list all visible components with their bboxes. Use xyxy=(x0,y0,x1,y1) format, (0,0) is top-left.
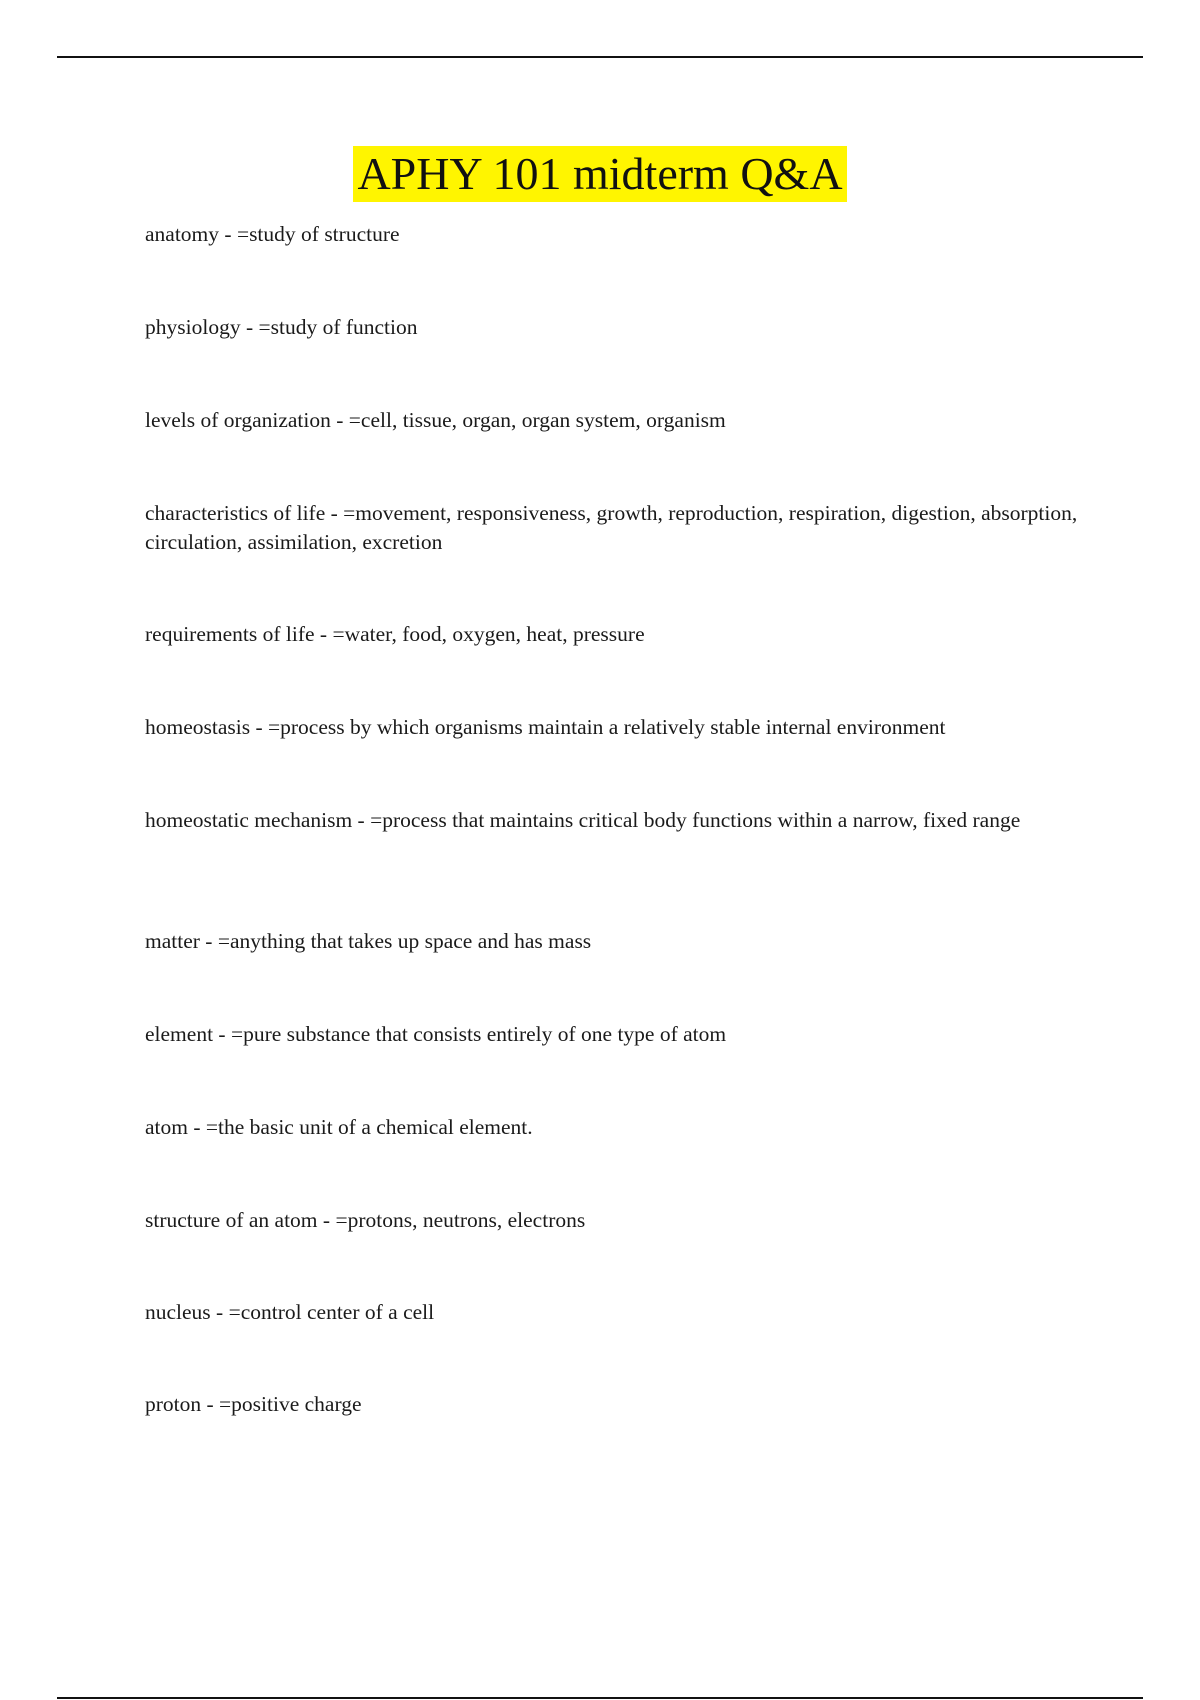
qa-entry-homeostasis: homeostasis - =process by which organisms maintain a relatively stable internal environment xyxy=(145,715,946,739)
qa-entry-levels-of-organization: levels of organization - =cell, tissue, organ, organ system, organism xyxy=(145,408,726,432)
qa-entry-element: element - =pure substance that consists entirely of one type of atom xyxy=(145,1022,727,1046)
bottom-rule xyxy=(57,1697,1143,1699)
qa-entry-nucleus: nucleus - =control center of a cell xyxy=(145,1300,435,1324)
qa-entry-proton: proton - =positive charge xyxy=(145,1392,362,1416)
page-title: APHY 101 midterm Q&A xyxy=(353,146,846,202)
top-rule xyxy=(57,56,1143,58)
qa-entry-characteristics-of-life: characteristics of life - =movement, responsiveness, growth, reproduction, respiration, digestion, absorption, circulation, assimilation, excretion xyxy=(145,501,1078,554)
qa-entry-homeostatic-mechanism: homeostatic mechanism - =process that maintains critical body functions within a narrow, fixed range xyxy=(145,808,1021,832)
qa-entry-atom: atom - =the basic unit of a chemical element. xyxy=(145,1115,533,1139)
qa-entry-requirements-of-life: requirements of life - =water, food, oxygen, heat, pressure xyxy=(145,622,645,646)
qa-entry-anatomy: anatomy - =study of structure xyxy=(145,222,400,246)
qa-entry-physiology: physiology - =study of function xyxy=(145,315,418,339)
qa-entry-structure-of-an-atom: structure of an atom - =protons, neutrons, electrons xyxy=(145,1208,586,1232)
title-container xyxy=(0,146,1200,202)
qa-entry-matter: matter - =anything that takes up space and has mass xyxy=(145,929,592,953)
